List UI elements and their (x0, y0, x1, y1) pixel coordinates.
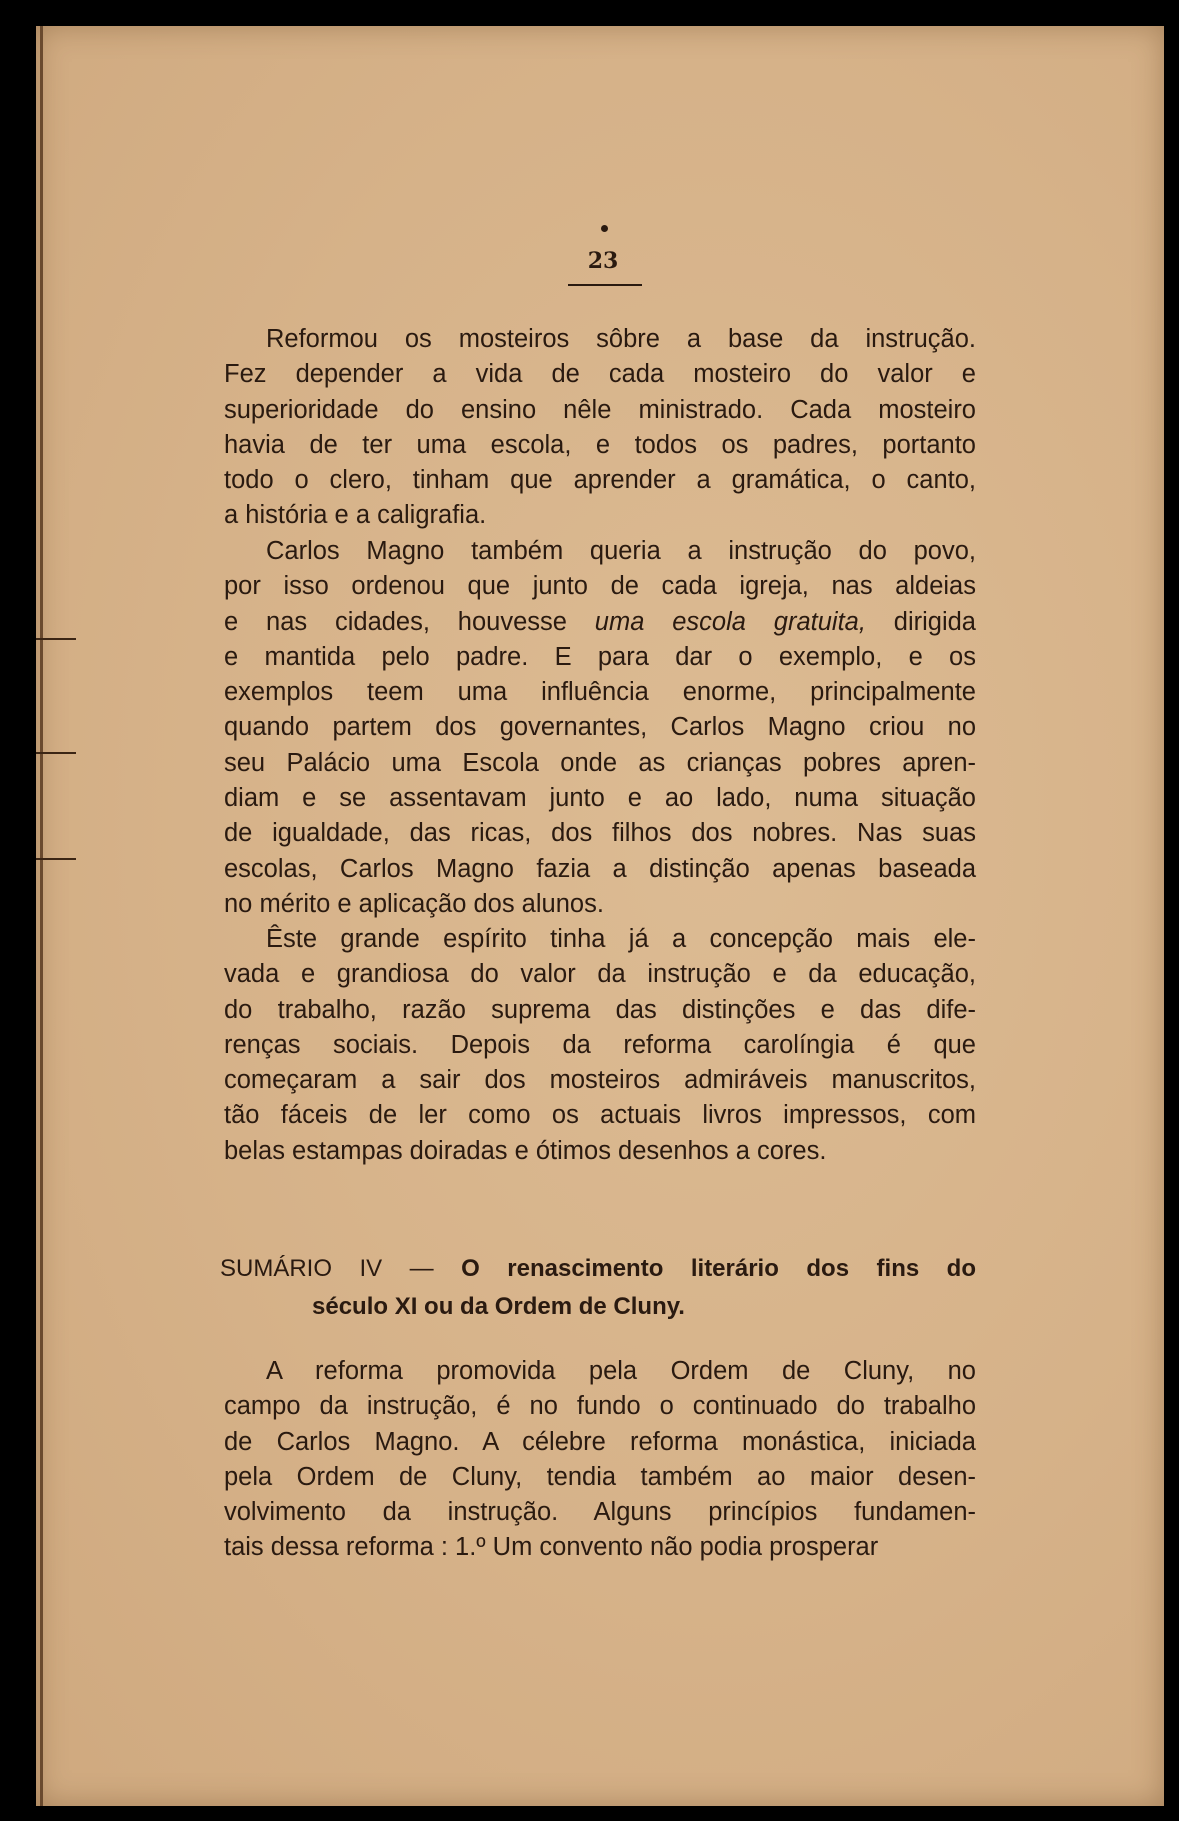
text-segment: dirigida (865, 607, 976, 636)
page-number-rule (568, 284, 642, 286)
heading-line: século XI ou da Ordem de Cluny. (312, 1293, 685, 1320)
heading-title: O renascimento literário dos fins do (461, 1255, 977, 1282)
text-line: seu Palácio uma Escola onde as crianças pobres apren- (224, 748, 976, 777)
text-line: e mantida pelo padre. E para dar o exemplo, e os (224, 642, 976, 671)
text-line: do trabalho, razão suprema das distinções e das dife- (224, 995, 976, 1024)
text-line: superioridade do ensino nêle ministrado. Cada mosteiro (224, 395, 976, 424)
text-line: a história e a caligrafia. (224, 501, 487, 530)
italic-phrase: uma escola gratuita, (594, 607, 866, 636)
paragraph-4 (224, 1354, 976, 1566)
text-line: volvimento da instrução. Alguns princípios fundamen- (224, 1498, 976, 1527)
text-line: diam e se assentavam junto e ao lado, numa situação (224, 784, 976, 813)
binding-stitch-mark (36, 752, 76, 754)
text-line: tais dessa reforma : 1.º Um convento não podia prosperar (224, 1533, 879, 1562)
text-line: vada e grandiosa do valor da instrução e da educação, (224, 960, 976, 989)
paragraph-2 (224, 534, 976, 922)
text-line: renças sociais. Depois da reforma carolíngia é que (224, 1030, 976, 1059)
text-line: escolas, Carlos Magno fazia a distinção apenas baseada (224, 854, 976, 883)
text-line: todo o clero, tinham que aprender a gramática, o canto, (224, 466, 976, 495)
text-line: de igualdade, das ricas, dos filhos dos nobres. Nas suas (224, 819, 976, 848)
book-page (36, 26, 1164, 1806)
text-line: começaram a sair dos mosteiros admiráveis manuscritos, (224, 1066, 976, 1095)
heading-line (220, 1250, 976, 1288)
section-heading (220, 1250, 976, 1326)
paragraph-1 (224, 322, 976, 534)
binding-stitch-mark (36, 858, 76, 860)
binding-edge (40, 26, 43, 1806)
text-line: no mérito e aplicação dos alunos. (224, 889, 604, 918)
text-line: Fez depender a vida de cada mosteiro do valor e (224, 360, 976, 389)
text-line (224, 605, 976, 640)
binding-stitch-mark (36, 638, 76, 640)
text-line: Carlos Magno também queria a instrução do povo, (266, 537, 976, 565)
text-line: de Carlos Magno. A célebre reforma monástica, iniciada (224, 1427, 976, 1456)
text-line: tão fáceis de ler como os actuais livros impressos, com (224, 1101, 976, 1130)
text-line: Reformou os mosteiros sôbre a base da instrução. (266, 325, 976, 353)
text-line: exemplos teem uma influência enorme, principalmente (224, 678, 976, 707)
text-line: por isso ordenou que junto de cada igreja, nas aldeias (224, 572, 976, 601)
page-number: 23 (587, 248, 619, 274)
paragraph-3 (224, 922, 976, 1169)
text-line: havia de ter uma escola, e todos os padres, portanto (224, 430, 976, 459)
text-segment: e nas cidades, houvesse (224, 607, 595, 636)
text-line: campo da instrução, é no fundo o continuado do trabalho (224, 1392, 976, 1421)
text-line: pela Ordem de Cluny, tendia também ao maior desen- (224, 1462, 976, 1491)
printer-dot (601, 225, 608, 232)
heading-label: SUMÁRIO IV — (220, 1255, 462, 1282)
text-line: belas estampas doiradas e ótimos desenhos a cores. (224, 1136, 827, 1165)
text-line: Êste grande espírito tinha já a concepção mais ele- (266, 925, 976, 953)
text-line: A reforma promovida pela Ordem de Cluny, no (266, 1357, 976, 1385)
text-line: quando partem dos governantes, Carlos Magno criou no (224, 713, 976, 742)
